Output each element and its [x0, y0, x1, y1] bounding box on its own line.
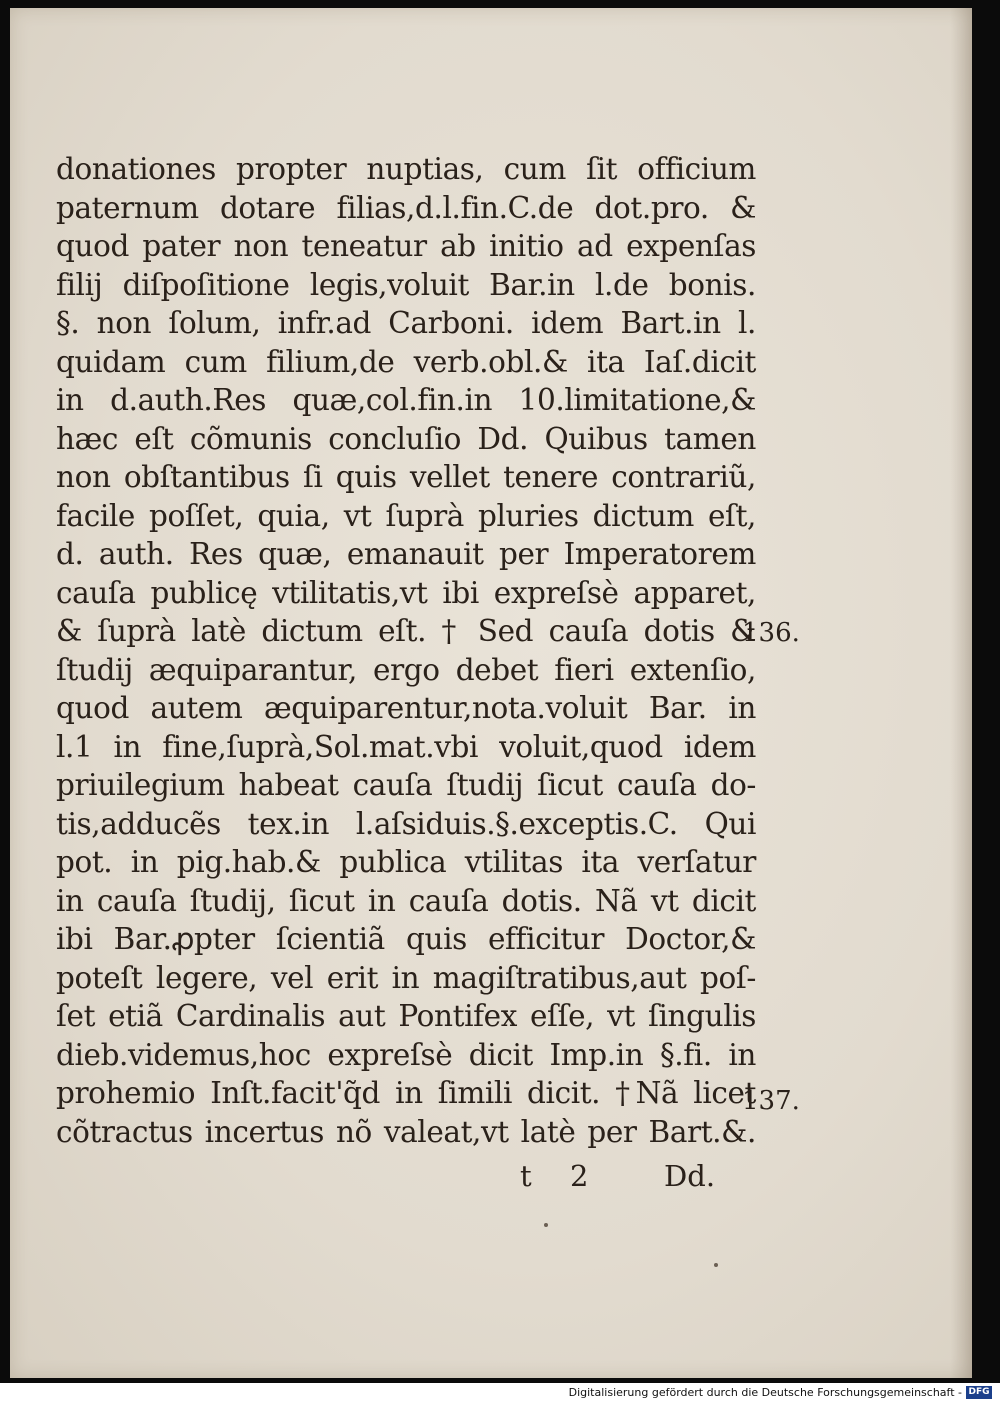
marginal-note-136: 136. — [742, 618, 800, 648]
text-line: ſet etiã Cardinalis aut Pontifex eſſe, vt ſingulis — [56, 999, 756, 1033]
text-line: tis,adducẽs tex.in l.aſsiduis.§.exceptis.C. Qui — [56, 806, 756, 841]
text-line: paternum dotare filias,d.l.fin.C.de dot.pro. & — [56, 190, 756, 225]
text-line: d. auth. Res quæ, emanauit per Imperatorem — [56, 537, 756, 571]
text-line: ibi Bar.ꝓpter ſcientiã quis efficitur Doctor,& — [56, 922, 756, 956]
text-line: pot. in pig.hab.& publica vtilitas ita verſatur — [56, 845, 756, 879]
text-line: in d.auth.Res quæ,col.fin.in 10.limitatione,& — [56, 383, 756, 417]
text-line: l.1 in fine,ſuprà,Sol.mat.vbi voluit,quod idem — [56, 729, 756, 764]
catchword: Dd. — [664, 1159, 716, 1193]
text-line: quidam cum filium,de verb.obl.& ita Iaſ.dicit — [56, 344, 756, 379]
page-spine-shadow — [950, 8, 972, 1378]
text-line: cõtractus incertus nõ valeat,vt latè per Bart.&. — [56, 1114, 756, 1149]
text-line: donationes propter nuptias, cum ſit officium — [56, 152, 756, 186]
signature-mark: t — [520, 1159, 532, 1193]
text-line: poteſt legere, vel erit in magiſtratibus,aut poſ- — [56, 960, 756, 995]
paper-speck — [714, 1263, 718, 1267]
book-page — [10, 8, 972, 1378]
text-line: §. non ſolum, infr.ad Carboni. idem Bart.in l. — [56, 306, 756, 340]
text-line: filij diſpoſitione legis,voluit Bar.in l.de bonis. — [56, 267, 756, 302]
funding-credit: Digitalisierung gefördert durch die Deutsche Forschungsgemeinschaft - — [568, 1386, 962, 1399]
paper-speck — [544, 1223, 548, 1227]
text-line: prohemio Inſt.facit'q̃d in ſimili dicit. †Nã licet — [56, 1076, 756, 1110]
text-line: & ſuprà latè dictum eſt. † Sed cauſa dotis & — [56, 614, 756, 648]
text-line: quod autem æquiparentur,nota.voluit Bar. in — [56, 691, 756, 725]
text-line: in cauſa ſtudij, ſicut in cauſa dotis. Nã vt dicit — [56, 883, 756, 918]
dfg-logo-icon: DFG — [966, 1386, 992, 1399]
text-line: facile poſſet, quia, vt ſuprà pluries dictum eſt, — [56, 498, 756, 533]
footer-bar — [0, 1383, 1000, 1403]
marginal-note-137: 137. — [742, 1086, 800, 1116]
signature-number: 2 — [570, 1159, 589, 1193]
text-line: quod pater non teneatur ab initio ad expenſas — [56, 229, 756, 263]
text-line: non obſtantibus ſi quis vellet tenere contrariũ, — [56, 460, 756, 494]
text-line: ſtudij æquiparantur, ergo debet fieri extenſio, — [56, 652, 756, 687]
body-text — [56, 150, 756, 1151]
text-line: cauſa publicę vtilitatis,vt ibi expreſsè apparet, — [56, 575, 756, 610]
text-line: hæc eſt cõmunis concluſio Dd. Quibus tamen — [56, 421, 756, 456]
text-line: priuilegium habeat cauſa ſtudij ſicut cauſa do- — [56, 768, 756, 802]
text-line: dieb.videmus,hoc expreſsè dicit Imp.in §.fi. in — [56, 1037, 756, 1072]
